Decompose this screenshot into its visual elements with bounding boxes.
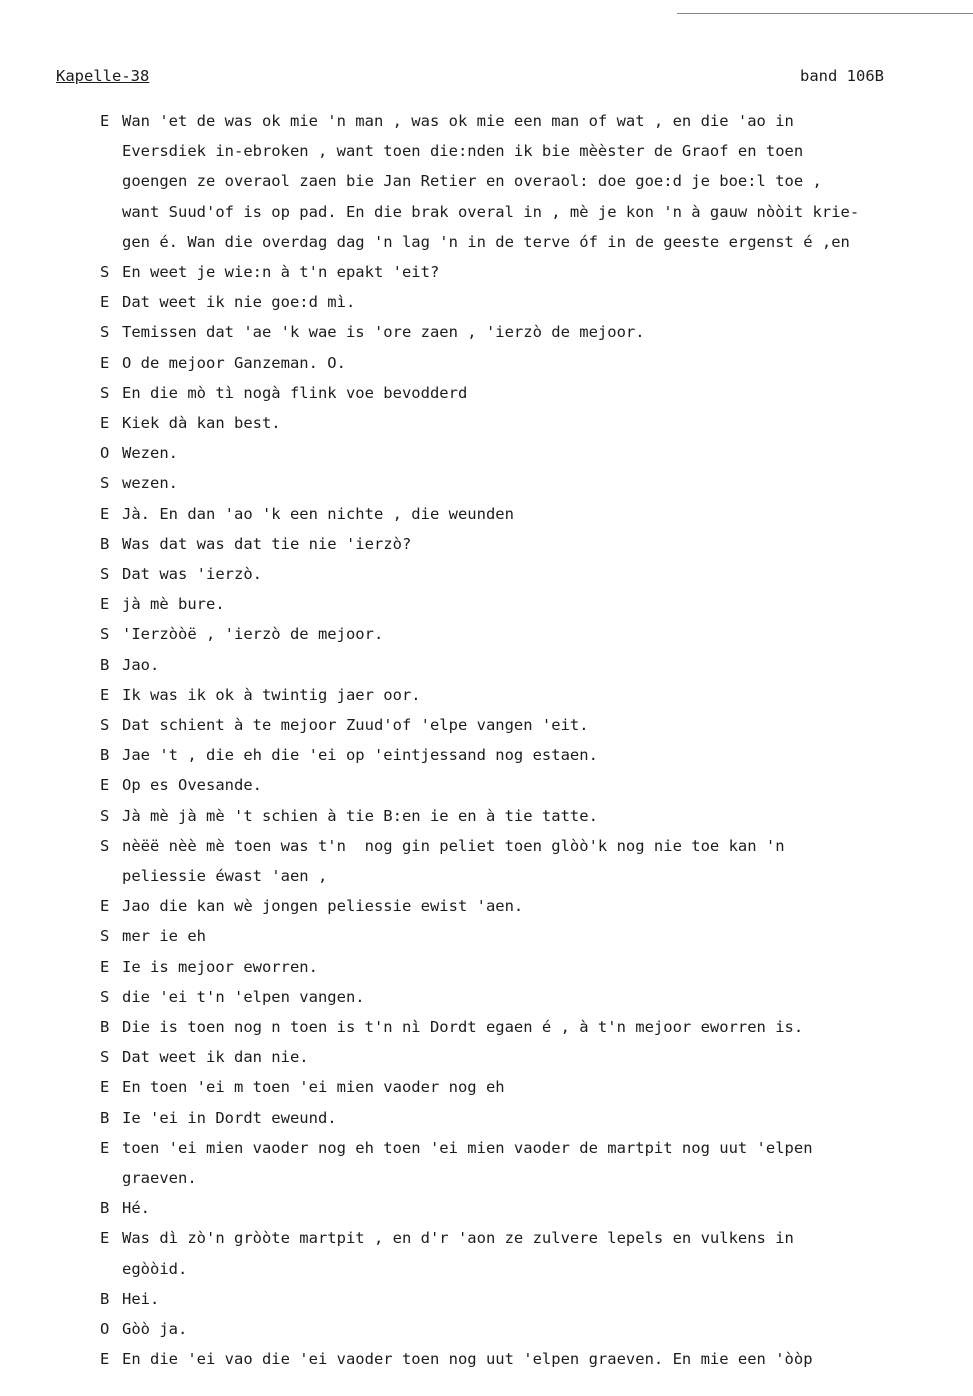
utterance-line: Eversdiek in-ebroken , want toen die:nden ik bie mèèster de Graof en toen xyxy=(122,142,804,161)
speaker-label: E xyxy=(100,353,110,372)
speaker-label: S xyxy=(100,927,110,946)
utterance-line: Wezen. xyxy=(122,444,178,463)
speaker-label: E xyxy=(100,293,110,312)
speaker-label: S xyxy=(100,836,110,855)
utterance-line: Kiek dà kan best. xyxy=(122,414,281,432)
utterance-line: Jà mè jà mè 't schien à tie B:en ie en à tie tatte. xyxy=(122,806,598,825)
speaker-label: S xyxy=(100,383,110,402)
speaker-label: B xyxy=(100,1199,110,1218)
utterance-line: Dat weet ik dan nie. xyxy=(122,1048,309,1067)
utterance-line: Jà. En dan 'ao 'k een nichte , die weunden xyxy=(122,504,514,523)
utterance-line: Ik was ik ok à twintig jaer oor. xyxy=(122,685,421,704)
utterance-line: gen é. Wan die overdag dag 'n lag 'n in de terve óf in de geeste ergenst é ,en xyxy=(122,232,850,251)
utterance-line: Die is toen nog n toen is t'n nì Dordt egaen é , à t'n mejoor eworren is. xyxy=(122,1018,804,1036)
speaker-label: E xyxy=(100,595,110,614)
utterance-line: En weet je wie:n à t'n epakt 'eit? xyxy=(122,263,440,281)
speaker-label: E xyxy=(100,1229,110,1248)
speaker-label: S xyxy=(100,263,110,281)
utterance-line: Jao die kan wè jongen peliessie ewist 'aen. xyxy=(122,897,524,916)
speaker-label: E xyxy=(100,112,110,130)
utterance-line: Was dat was dat tie nie 'ierzò? xyxy=(122,534,412,553)
speaker-label: E xyxy=(100,776,110,795)
speaker-label: S xyxy=(100,565,110,583)
top-rule xyxy=(677,13,973,14)
speaker-label: E xyxy=(100,504,110,523)
utterance-line: En toen 'ei m toen 'ei mien vaoder nog eh xyxy=(122,1078,505,1097)
utterance-line: Gòò ja. xyxy=(122,1320,188,1338)
band-label: band 106B xyxy=(800,67,884,85)
speaker-label: S xyxy=(100,625,110,644)
speaker-label: S xyxy=(100,716,110,734)
speaker-label: S xyxy=(100,987,110,1006)
utterance-line: En die 'ei vao die 'ei vaoder toen nog uut 'elpen graeven. En mie een 'òòp xyxy=(122,1350,813,1369)
speaker-label: B xyxy=(100,655,110,674)
utterance-line: nèëë nèè mè toen was t'n nog gin peliet toen glòò'k nog nie toe kan 'n xyxy=(122,836,785,855)
utterance-line: Jao. xyxy=(122,655,160,674)
speaker-label: S xyxy=(100,474,110,493)
speaker-label: E xyxy=(100,1078,110,1097)
speaker-label: S xyxy=(100,1048,110,1067)
utterance-line: goengen ze overaol zaen bie Jan Retier en overaol: doe goe:d je boe:l toe , xyxy=(122,172,822,191)
utterance-line: egòòid. xyxy=(122,1259,188,1278)
utterance-line: mer ie eh xyxy=(122,927,206,946)
speaker-label: S xyxy=(100,323,110,342)
utterance-line: Ie 'ei in Dordt eweund. xyxy=(122,1108,337,1127)
speaker-label: O xyxy=(100,1320,110,1338)
utterance-line: Hei. xyxy=(122,1289,160,1308)
speaker-label: E xyxy=(100,957,110,976)
utterance-line: Dat weet ik nie goe:d mì. xyxy=(122,293,356,312)
utterance-line: Dat was 'ierzò. xyxy=(122,565,262,583)
utterance-line: Op es Ovesande. xyxy=(122,776,262,795)
transcript-title: Kapelle-38 xyxy=(56,67,150,85)
speaker-label: E xyxy=(100,414,110,432)
utterance-line: 'Ierzòòë , 'ierzò de mejoor. xyxy=(122,625,384,644)
utterance-line: Hé. xyxy=(122,1199,150,1218)
utterance-line: En die mò tì nogà flink voe bevodderd xyxy=(122,383,468,402)
utterance-line: graeven. xyxy=(122,1168,197,1187)
speaker-label: B xyxy=(100,746,110,765)
speaker-label: E xyxy=(100,1350,110,1369)
speaker-label: O xyxy=(100,444,110,463)
utterance-line: Jae 't , die eh die 'ei op 'eintjessand nog estaen. xyxy=(122,746,598,765)
speaker-label: B xyxy=(100,1018,110,1036)
utterance-line: die 'ei t'n 'elpen vangen. xyxy=(122,987,365,1006)
utterance-line: want Suud'of is op pad. En die brak overal in , mè je kon 'n à gauw nòòit krie- xyxy=(122,202,860,221)
utterance-line: wezen. xyxy=(122,474,178,493)
speaker-label: E xyxy=(100,685,110,704)
speaker-label: E xyxy=(100,897,110,916)
utterance-line: jà mè bure. xyxy=(122,595,225,614)
speaker-label: B xyxy=(100,1289,110,1308)
utterance-line: Temissen dat 'ae 'k wae is 'ore zaen , 'ierzò de mejoor. xyxy=(122,323,645,342)
utterance-line: Dat schient à te mejoor Zuud'of 'elpe vangen 'eit. xyxy=(122,716,589,734)
utterance-line: Was dì zò'n gròòte martpit , en d'r 'aon ze zulvere lepels en vulkens in xyxy=(122,1229,794,1248)
speaker-label: B xyxy=(100,1108,110,1127)
utterance-line: toen 'ei mien vaoder nog eh toen 'ei mien vaoder de martpit nog uut 'elpen xyxy=(122,1138,813,1157)
utterance-line: Ie is mejoor eworren. xyxy=(122,957,318,976)
utterance-line: O de mejoor Ganzeman. O. xyxy=(122,353,346,372)
speaker-label: S xyxy=(100,806,110,825)
utterance-line: peliessie éwast 'aen , xyxy=(122,866,328,885)
speaker-label: E xyxy=(100,1138,110,1157)
utterance-line: Wan 'et de was ok mie 'n man , was ok mie een man of wat , en die 'ao in xyxy=(122,112,794,130)
speaker-label: B xyxy=(100,534,110,553)
